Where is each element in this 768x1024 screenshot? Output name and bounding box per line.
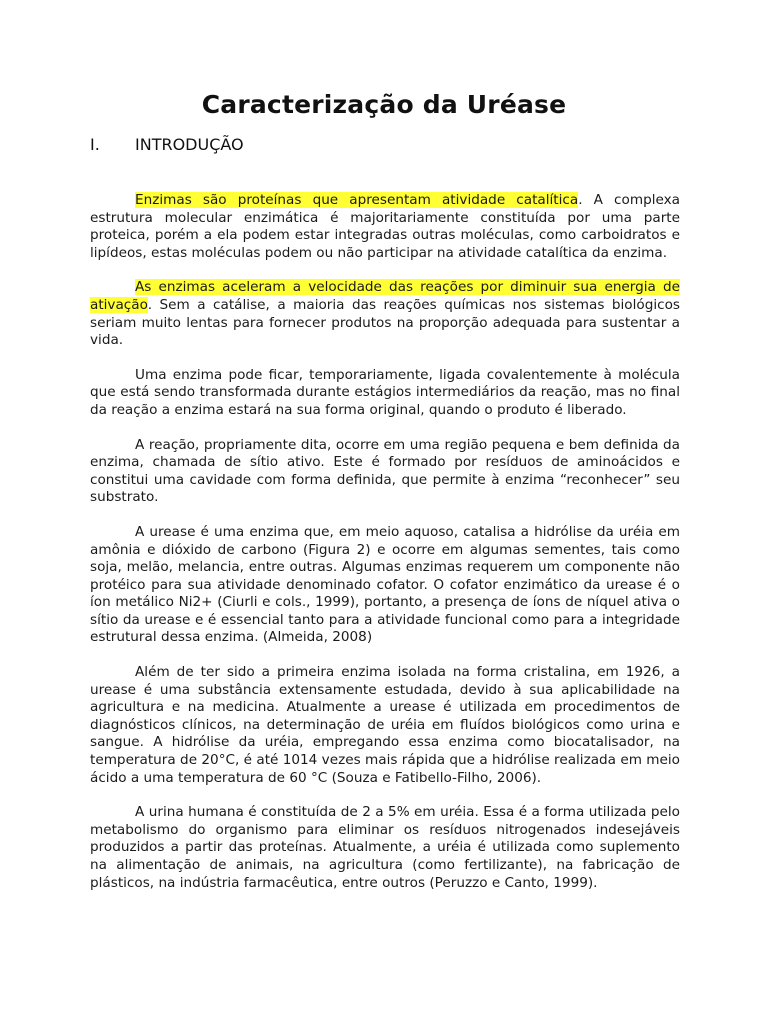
paragraph-active-site [90, 437, 680, 507]
paragraph-covalent-binding [90, 367, 680, 420]
document-title: Caracterização da Uréase [201, 90, 567, 119]
paragraph-text: Uma enzima pode ficar, temporariamente, ligada covalentemente à molécula que está sendo transformada durante estágios intermediários da reação, mas no final da reação a enzima estará na sua forma original, quando o produto é liberado. [90, 366, 680, 418]
highlighted-text: As enzimas aceleram a velocidade das reações por diminuir sua energia de ativação [90, 279, 680, 313]
paragraph-text: Além de ter sido a primeira enzima isolada na forma cristalina, em 1926, a urease é uma substância extensamente estudada, devido à sua aplicabilidade na agricultura e na medicina. Atualmente a urease é utilizada em procedimentos de diagnósticos clínicos, na determinação de uréia em fluídos biológicos como urina e sangue. A hidrólise da uréia, empregando essa enzima como biocatalisador, na temperatura de 20°C, é até 1014 vezes mais rápida que a hidrólise realizada em meio ácido a uma temperatura de 60 °C (Souza e Fatibello-Filho, 2006). [90, 664, 680, 786]
section-title: INTRODUÇÃO [135, 135, 244, 154]
highlighted-text: Enzimas são proteínas que apresentam atividade catalítica [135, 192, 579, 208]
paragraph-text: A urease é uma enzima que, em meio aquoso, catalisa a hidrólise da uréia em amônia e dióxido de carbono (Figura 2) e ocorre em algumas sementes, tais como soja, melão, melancia, entre outras. Algumas enzimas requerem um componente não protéico para sua atividade denominado cofator. O cofator enzimático da urease é o íon metálico Ni2+ (Ciurli e cols., 1999), portanto, a presença de íons de níquel ativa o sítio da urease e é essencial tanto para a atividade funcional como para a integridade estrutural dessa enzima. (Almeida, 2008) [90, 523, 680, 646]
paragraph-text: . A complexa estrutura molecular enzimática é majoritariamente constituída por uma parte proteica, porém a ela podem estar integradas outras moléculas, como carboidratos e lipídeos, estas moléculas podem ou não participar na atividade catalítica da enzima. [90, 192, 680, 261]
paragraph-text: A urina humana é constituída de 2 a 5% em uréia. Essa é a forma utilizada pelo metabolismo do organismo para eliminar os resíduos nitrogenados indesejáveis produzidos a partir das proteínas. Atualmente, a uréia é utilizada como suplemento na alimentação de animais, na agricultura (como fertilizante), na fabricação de plásticos, na indústria farmacêutica, entre outros (Peruzzo e Canto, 1999). [90, 804, 680, 891]
section-number: I. [90, 135, 100, 154]
paragraph-urease-hydrolysis [90, 524, 680, 647]
paragraph-text: A reação, propriamente dita, ocorre em uma região pequena e bem definida da enzima, chamada de sítio ativo. Este é formado por resíduos de aminoácidos e constitui uma cavidade com forma definida, que permite à enzima “reconhecer” seu substrato. [90, 436, 680, 506]
paragraph-urease-history [90, 664, 680, 787]
paragraph-human-urine [90, 804, 680, 892]
paragraph-enzymes-definition [90, 192, 680, 262]
paragraph-text: . Sem a catálise, a maioria das reações químicas nos sistemas biológicos seriam muito lentas para fornecer produtos na proporção adequada para sustentar a vida. [90, 296, 680, 349]
paragraph-activation-energy [90, 279, 680, 349]
body-text [90, 192, 680, 909]
section-heading [90, 135, 244, 154]
